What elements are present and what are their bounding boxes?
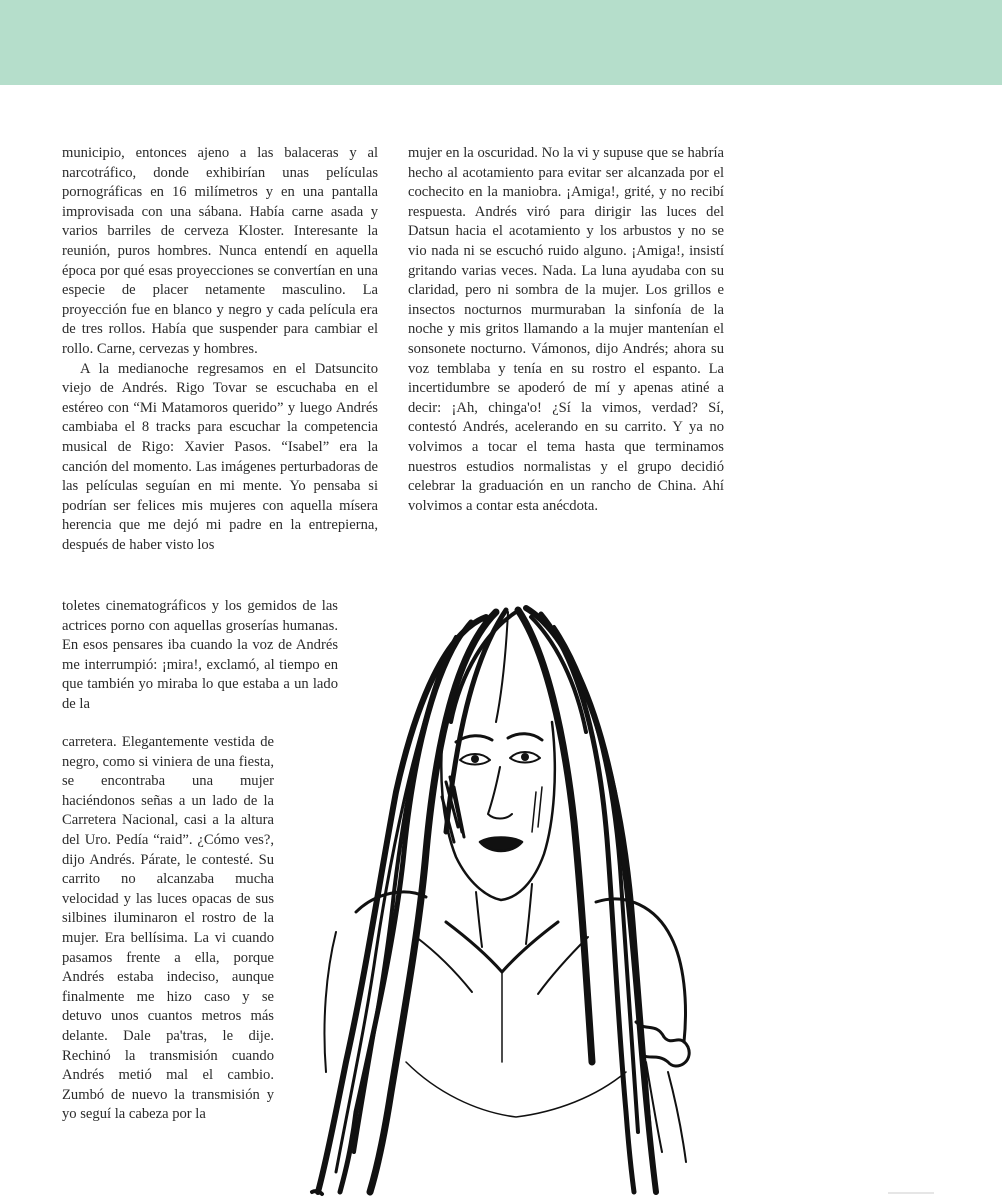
paragraph-left-4: carretera. Elegantemente vestida de negro, como si viniera de una fiesta, se encontraba una mujer haciéndonos señas a un lado de la Carretera Nacional, casi a la altura del Uro. Pedía “raid”. ¿Cómo ves?, dijo Andrés. Párate, le contesté. Su carrito no alcanzaba mucha velocidad y las luces opacas de sus silbines iluminaron el rostro de la mujer. Era bellísima. La vi cuando pasamos frente a ella, porque Andrés estaba indeciso, aunque finalmente me hizo caso y se detuvo unos cuantos metros más delante. Dale pa'tras, le dije. Rechinó la transmisión cuando Andrés metió mal el cambio. Zumbó de nuevo la transmisión y yo seguí la cabeza por la xyxy=(62,734,274,1123)
paragraph-left-3: toletes cinematográficos y los gemidos de las actrices porno con aquellas groserías humanas. En esos pensares iba cuando la voz de Andrés me interrumpió: ¡mira!, exclamó, al tiempo en que también yo miraba lo que estaba a un lado de la xyxy=(62,598,338,712)
article-column-left-narrow xyxy=(62,733,274,1125)
article-column-left-top xyxy=(62,144,378,555)
paragraph-left-2: A la medianoche regresamos en el Datsuncito viejo de Andrés. Rigo Tovar se escuchaba en el estéreo con “Mi Matamoros querido” y luego Andrés cambiaba el 8 tracks para escuchar la competencia musical de Rigo: Xavier Pasos. “Isabel” era la canción del momento. Las imágenes perturbadoras de las películas seguían en mi mente. Yo pensaba si podrían ser felices mis mujeres con aquella mísera herencia que me dejó mi padre en la entrepierna, después de haber visto los xyxy=(62,360,378,553)
woman-portrait-ink-sketch-icon xyxy=(296,592,726,1197)
page-footer-mark xyxy=(888,1192,934,1194)
paragraph-right-1: mujer en la oscuridad. No la vi y supuse que se habría hecho al acotamiento para evitar ser alcanzada por el cochecito en la maniobra. ¡Amiga!, grité, y no recibí respuesta. Andrés viró para dirigir las luces del Datsun hacia el acotamiento y los arbustos y no se vio nada ni se escuchó ruido alguno. ¡Amiga!, insistí gritando varias veces. Nada. La luna ayudaba con su claridad, pero ni sombra de la mujer. Los grillos e insectos nocturnos murmuraban la sinfonía de la noche y mis gritos llamando a la mujer mantenían el sonsonete nocturno. Vámonos, dijo Andrés; ahora su voz temblaba y tenía en su rostro el espanto. La incertidumbre se apoderó de mí y apenas atiné a decir: ¡Ah, chinga'o! ¿Sí la vimos, verdad? Sí, contestó Andrés, acelerando en su carrito. Y ya no volvimos a tocar el tema hasta que terminamos nuestros estudios normalistas y el grupo decidió celebrar la graduación en un rancho de China. Ahí volvimos a contar esta anécdota. xyxy=(408,145,724,514)
article-column-right xyxy=(408,144,724,516)
top-color-band xyxy=(0,0,1002,85)
paragraph-left-1: municipio, entonces ajeno a las balaceras y al narcotráfico, donde exhibirían unas películas pornográficas en 16 milímetros y en una pantalla improvisada con una sábana. Había carne asada y varios barriles de cerveza Kloster. Interesante la reunión, puros hombres. Nunca entendí en aquella época por qué esas proyecciones se convertían en una especie de placer netamente masculino. La proyección fue en blanco y negro y cada película era de tres rollos. Había que suspender para cambiar el rollo. Carne, cervezas y hombres. xyxy=(62,145,378,357)
